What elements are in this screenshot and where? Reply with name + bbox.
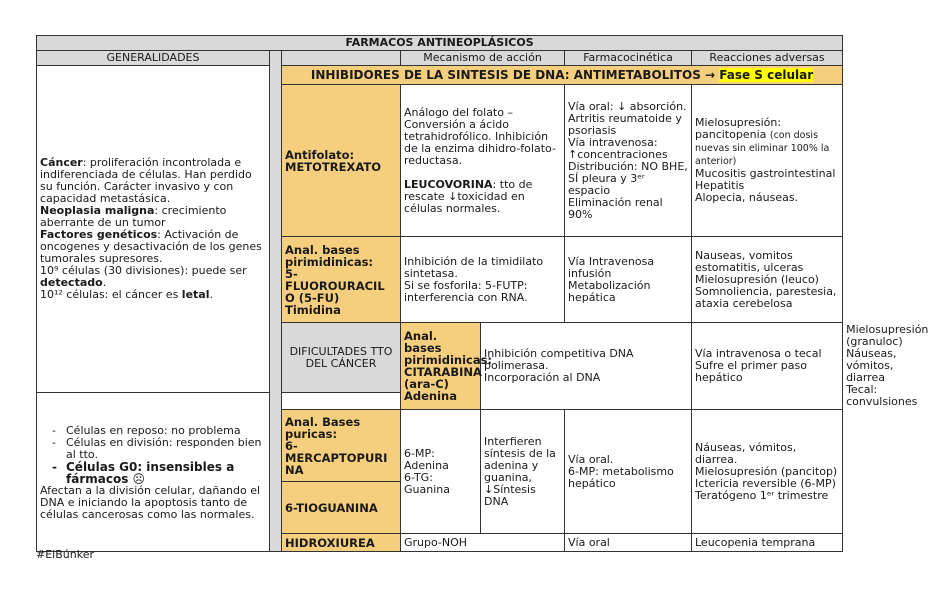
fluorouracilo-reacciones: Nauseas, vomitos estomatitis, ulceras Mielosupresión (leuco) Somnoliencia, parestesia, ataxia cerebelosa bbox=[692, 237, 843, 323]
gen-factores: Factores genéticos: Activación de oncogenes y desactivación de los genes tumorales supresores. bbox=[40, 228, 262, 265]
reacciones-header: Reacciones adversas bbox=[692, 51, 843, 66]
purinas-farmacocinetica: Vía oral. 6-MP: metabolismo hepático bbox=[565, 410, 692, 534]
purinas-mecanismo-a: 6-MP: Adenina 6-TG: Guanina bbox=[401, 410, 481, 534]
metotrexato-mecanismo: Análogo del folato – Conversión a ácido tetrahidrofólico. Inhibición de la enzima dihidro-folato-reductasa. LEUCOVORINA: tto de rescate ↓toxicidad en células normales. bbox=[401, 85, 565, 237]
drug-tioguanina: 6-TIOGUANINA bbox=[282, 482, 401, 534]
dificultad-item: - Células en división: responden bien al tto. bbox=[66, 437, 266, 461]
metotrexato-reacciones: Mielosupresión: pancitopenia (con dosis nuevas sin eliminar 100% la anterior) Mucositis gastrointestinal Hepatitis Alopecia, náuseas. bbox=[692, 85, 843, 237]
gen-deteccion: 10⁹ células (30 divisiones): puede ser detectado. bbox=[40, 264, 247, 289]
dificultad-item: - Células G0: insensibles a fármacos ☹ bbox=[66, 461, 266, 485]
footer-tag: #ElBúnker bbox=[36, 548, 94, 561]
citarabina-farmacocinetica: Vía intravenosa o tecal Sufre el primer paso hepático bbox=[692, 323, 843, 410]
gen-letal: 10¹² células: el cáncer es letal. bbox=[40, 288, 213, 301]
generalidades-cell bbox=[37, 66, 270, 393]
dificultades-cell bbox=[37, 393, 270, 552]
generalidades-header: GENERALIDADES bbox=[37, 51, 270, 66]
dificultades-text: Afectan a la división celular, dañando el DNA e iniciando la apoptosis tanto de células cancerosas como las normales. bbox=[40, 484, 261, 521]
drug-metotrexato: Antifolato: METOTREXATO bbox=[282, 85, 401, 237]
drug-mercaptopurina: Anal. Bases puricas: 6- MERCAPTOPURI NA bbox=[282, 410, 401, 482]
spacer-column bbox=[270, 51, 282, 552]
dificultades-list bbox=[40, 425, 266, 485]
main-table: FARMACOS ANTINEOPLÁSICOS GENERALIDADES Mecanismo de acción Farmacocinética Reacciones adversas Cáncer: proliferación incontrolada e indiferenciada de células. Han perdido su función. Carácter invasivo y con capacidad metastásica. Neoplasia maligna: crecimiento aberrante de un tumor Factores genéticos: Activación de oncogenes y desactivación de los genes tumorales supresores. 10⁹ células (30 divisiones): puede ser detectado. 10¹² células: el cáncer es letal. INHIBIDORES DE LA SINTESIS DE DNA: ANTIMETABOLITOS → Fase S celular Antifolato: METOTREXATO Análogo del folato – Conversión a ácido tetrahidrofólico. Inhibición de la enzima dihidro-folato-reductasa. LEUCOVORINA: tto de rescate ↓toxicidad en células normales. Vía oral: ↓ absorción. Artritis reumatoide y psoriasis Vía intravenosa: ↑concentraciones Distribución: NO BHE, SÍ pleura y 3ᵉʳ espacio Eliminación renal 90% Mielosupresión: pancitopenia (con dosis nuevas sin eliminar 100% la anterior) Mucositis gastrointestinal Hepatitis Alopecia, náuseas. Anal. bases pirimidinicas: 5- FLUOROURACIL O (5-FU) Timidina Inhibición de la timidilato sintetasa. Si se fosforila: 5-FUTP: interferencia con RNA. Vía Intravenosa infusión Metabolización hepática Nauseas, vomitos estomatitis, ulceras Mielosupresión (leuco) Somnoliencia, parestesia, ataxia cerebelosa DIFICULTADES TTO DEL CÁNCER Anal. bases pirimidinicas: CITARABINA (ara-C) Adenina Inhibición competitiva DNA polimerasa. Incorporación al DNA Vía intravenosa o tecal Sufre el primer paso hepático Mielosupresión (granuloc) Náuseas, vómitos, diarrea Tecal: convulsiones - Células en reposo: no problema - Células en división: responden bien al tto. - Células G0: insensibles a fármacos ☹ Afectan a la división celular, dañando el DNA e iniciando la apoptosis tanto de células cancerosas como las normales. Anal. Bases puricas: 6- MERCAPTOPURI NA 6-MP: Adenina 6-TG: Guanina Interfieren síntesis de la adenina y guanina, ↓Síntesis DNA Vía oral. 6-MP: metabolismo hepático Náuseas, vómitos, diarrea. Mielosupresión (pancitop) Ictericia reversible (6-MP) Teratógeno 1ᵉʳ trimestre 6-TIOGUANINA HIDROXIUREA Grupo-NOH Vía oral Leucopenia temprana bbox=[36, 35, 843, 552]
hidroxiurea-reacciones: Leucopenia temprana bbox=[692, 534, 843, 552]
hidroxiurea-farmacocinetica: Vía oral bbox=[565, 534, 692, 552]
dificultad-item: - Células en reposo: no problema bbox=[66, 425, 266, 437]
page-title: FARMACOS ANTINEOPLÁSICOS bbox=[37, 36, 843, 51]
fluorouracilo-mecanismo: Inhibición de la timidilato sintetasa. Si se fosforila: 5-FUTP: interferencia con RNA. bbox=[401, 237, 565, 323]
dificultades-header: DIFICULTADES TTO DEL CÁNCER bbox=[282, 323, 401, 393]
citarabina-mecanismo: Inhibición competitiva DNA polimerasa. Incorporación al DNA bbox=[481, 323, 692, 410]
header-blank-cell bbox=[282, 51, 401, 66]
gen-cancer: Cáncer: proliferación incontrolada e indiferenciada de células. Han perdido su función. Carácter invasivo y con capacidad metastásica. bbox=[40, 156, 252, 205]
fase-s-highlight: Fase S celular bbox=[719, 68, 814, 82]
gen-neoplasia: Neoplasia maligna: crecimiento aberrante de un tumor bbox=[40, 204, 227, 229]
drug-fluorouracilo: Anal. bases pirimidinicas: 5- FLUOROURACIL O (5-FU) Timidina bbox=[282, 237, 401, 323]
purinas-mecanismo-b: Interfieren síntesis de la adenina y guanina, ↓Síntesis DNA bbox=[481, 410, 565, 534]
mecanismo-header: Mecanismo de acción bbox=[401, 51, 565, 66]
section-banner: INHIBIDORES DE LA SINTESIS DE DNA: ANTIMETABOLITOS → Fase S celular bbox=[282, 66, 843, 85]
drug-hidroxiurea: HIDROXIUREA bbox=[282, 534, 401, 552]
fluorouracilo-farmacocinetica: Vía Intravenosa infusión Metabolización hepática bbox=[565, 237, 692, 323]
drug-citarabina: Anal. bases pirimidinicas: CITARABINA (ara-C) Adenina bbox=[401, 323, 481, 410]
purinas-reacciones: Náuseas, vómitos, diarrea. Mielosupresión (pancitop) Ictericia reversible (6-MP) Teratógeno 1ᵉʳ trimestre bbox=[692, 410, 843, 534]
metotrexato-farmacocinetica: Vía oral: ↓ absorción. Artritis reumatoide y psoriasis Vía intravenosa: ↑concentraciones Distribución: NO BHE, SÍ pleura y 3ᵉʳ espacio Eliminación renal 90% bbox=[565, 85, 692, 237]
farmacocinetica-header: Farmacocinética bbox=[565, 51, 692, 66]
hidroxiurea-mecanismo: Grupo-NOH bbox=[401, 534, 565, 552]
